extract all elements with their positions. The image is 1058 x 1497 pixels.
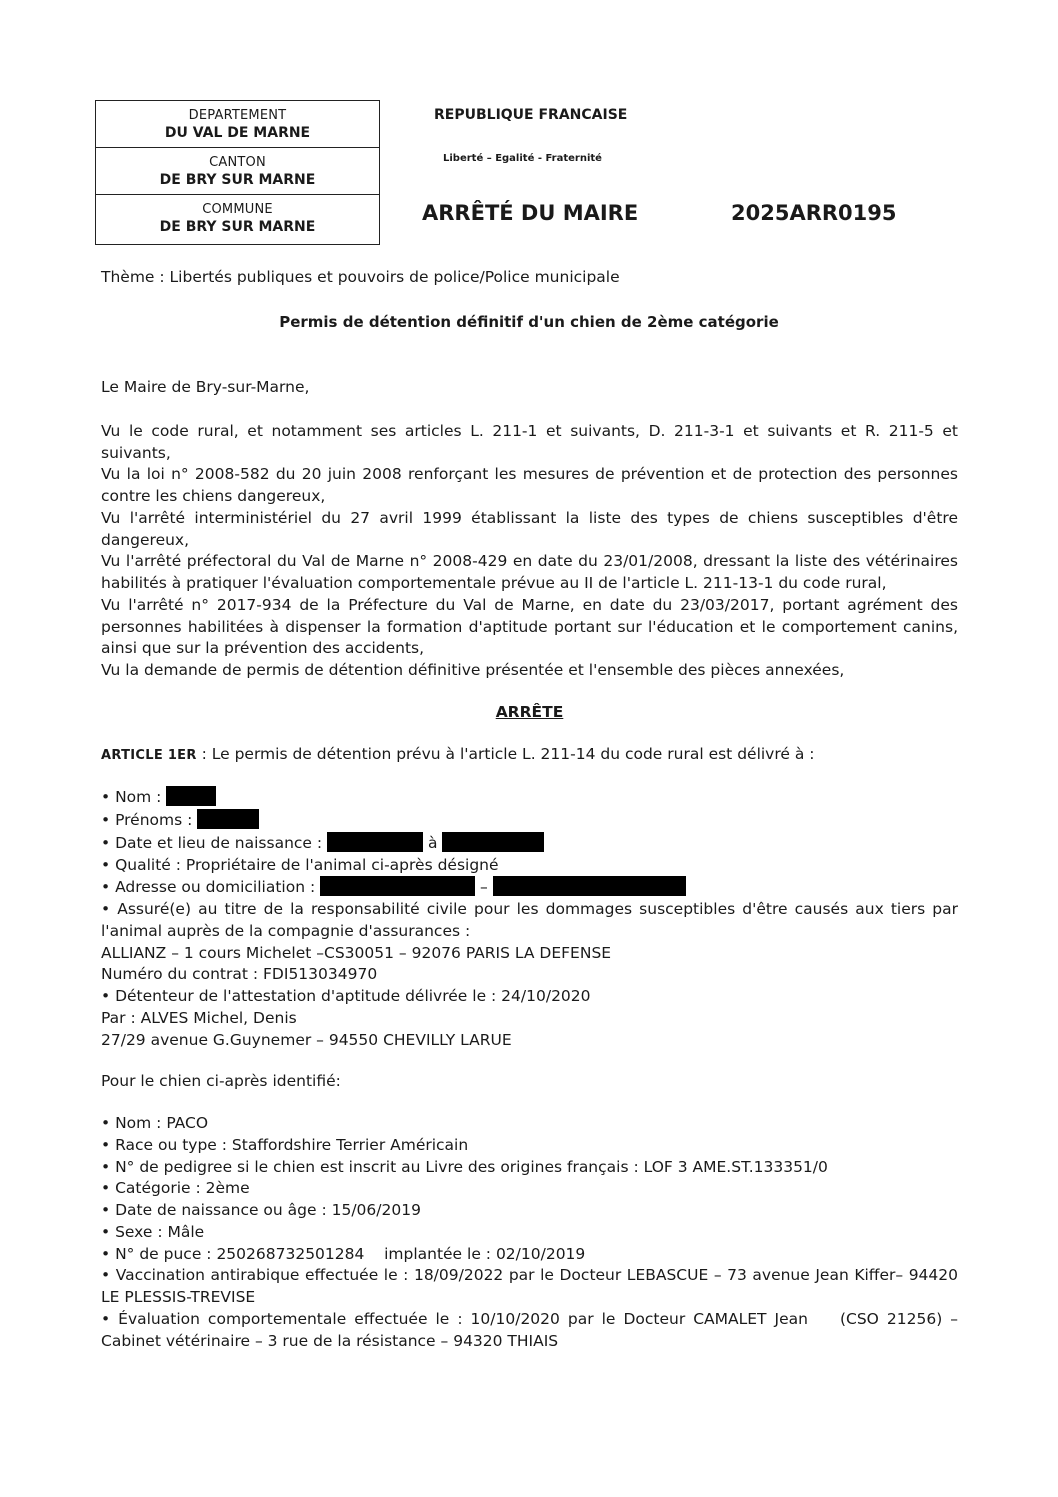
- department-cell: [96, 101, 379, 148]
- dog-name-line: • Nom : PACO: [101, 1114, 209, 1132]
- article-1-text: : Le permis de détention prévu à l'article L. 211-14 du code rural est délivré à :: [196, 744, 815, 763]
- administrative-header-box: [95, 100, 380, 245]
- insurance-line: • Assuré(e) au titre de la responsabilité civile pour les dommages susceptibles d'être causés aux tiers par l'animal auprès de la compagnie d'assurances :: [101, 900, 958, 940]
- dog-evaluation-line: • Évaluation comportementale effectuée le : 10/10/2020 par le Docteur CAMALET Jean (CSO 21256) – Cabinet vétérinaire – 3 rue de la résistance – 94320 THIAIS: [101, 1309, 963, 1350]
- dog-intro: Pour le chien ci-après identifié:: [101, 1072, 341, 1091]
- decree-number: 2025ARR0195: [731, 201, 897, 225]
- redacted-city: [493, 876, 686, 896]
- consideration: Vu l'arrêté n° 2017-934 de la Préfecture du Val de Marne, en date du 23/03/2017, portant agrément des personnes habilitées à dispenser la formation d'aptitude portant sur l'éducation et le comportement canins, ainsi que sur la prévention des accidents,: [101, 595, 958, 658]
- consideration: Vu l'arrêté interministériel du 27 avril 1999 établissant la liste des types de chiens susceptibles d'être dangereux,: [101, 508, 958, 549]
- commune-cell: [96, 195, 379, 242]
- redacted-birth-place: [442, 832, 544, 852]
- holder-name-label: • Nom :: [101, 788, 167, 807]
- dog-birthdate-line: • Date de naissance ou âge : 15/06/2019: [101, 1201, 421, 1219]
- document-subject: Permis de détention définitif d'un chien de 2ème catégorie: [279, 313, 779, 331]
- holder-address-line: [101, 876, 958, 899]
- dog-vaccination-line: • Vaccination antirabique effectuée le : 18/09/2022 par le Docteur LEBASCUE – 73 avenue Jean Kiffer– 94420 LE PLESSIS-TREVISE: [101, 1266, 958, 1306]
- document-body: [101, 377, 963, 1352]
- redacted-firstnames: [197, 809, 259, 829]
- contract-line: Numéro du contrat : FDI513034970: [101, 965, 378, 984]
- decree-title: ARRÊTÉ DU MAIRE: [422, 201, 639, 225]
- canton-cell: [96, 148, 379, 195]
- holder-name-line: [101, 786, 958, 809]
- holder-firstnames-line: [101, 809, 958, 832]
- holder-birth-label: • Date et lieu de naissance :: [101, 833, 328, 852]
- consideration: Vu la loi n° 2008-582 du 20 juin 2008 renforçant les mesures de prévention et de protection des personnes contre les chiens dangereux,: [101, 465, 958, 505]
- theme-line: Thème : Libertés publiques et pouvoirs de police/Police municipale: [101, 268, 620, 286]
- holder-quality-line: • Qualité : Propriétaire de l'animal ci-après désigné: [101, 855, 499, 874]
- consideration: Vu la demande de permis de détention définitive présentée et l'ensemble des pièces annexées,: [101, 661, 845, 679]
- redacted-birth-date: [327, 832, 423, 852]
- aptitude-line: • Détenteur de l'attestation d'aptitude délivrée le : 24/10/2020: [101, 987, 591, 1005]
- insurer-line: ALLIANZ – 1 cours Michelet –CS30051 – 92076 PARIS LA DEFENSE: [101, 943, 612, 962]
- commune-name: DE BRY SUR MARNE: [159, 219, 316, 235]
- trainer-line: Par : ALVES Michel, Denis: [101, 1008, 297, 1027]
- consideration: Vu le code rural, et notamment ses articles L. 211-1 et suivants, D. 211-3-1 et suivants et R. 211-5 et suivants,: [101, 421, 958, 462]
- address-separator: –: [475, 878, 493, 897]
- dog-breed-line: • Race ou type : Staffordshire Terrier Américain: [101, 1135, 469, 1154]
- holder-birth-line: [101, 832, 958, 855]
- article-1: [101, 744, 958, 767]
- holder-address-label: • Adresse ou domiciliation :: [101, 878, 321, 897]
- birth-separator: à: [423, 833, 443, 852]
- republic-heading: REPUBLIQUE FRANCAISE: [434, 107, 628, 123]
- canton-name: DE BRY SUR MARNE: [159, 172, 316, 188]
- republic-motto: Liberté – Egalité - Fraternité: [443, 153, 602, 164]
- article-1-label: ARTICLE 1ER: [101, 747, 197, 763]
- decision-heading: ARRÊTE: [495, 702, 564, 721]
- dog-chip-line: • N° de puce : 250268732501284 implantée le : 02/10/2019: [101, 1244, 586, 1263]
- opening-line: Le Maire de Bry-sur-Marne,: [101, 378, 310, 396]
- department-name: DU VAL DE MARNE: [164, 125, 311, 141]
- commune-label: COMMUNE: [202, 202, 273, 217]
- redacted-address: [320, 876, 475, 896]
- dog-pedigree-line: • N° de pedigree si le chien est inscrit au Livre des origines français : LOF 3 AME.ST.133351/0: [101, 1157, 828, 1176]
- redacted-name: [166, 786, 216, 806]
- holder-firstnames-label: • Prénoms :: [101, 811, 198, 829]
- canton-label: CANTON: [209, 155, 266, 170]
- dog-category-line: • Catégorie : 2ème: [101, 1179, 250, 1198]
- trainer-address-line: 27/29 avenue G.Guynemer – 94550 CHEVILLY LARUE: [101, 1030, 512, 1049]
- dog-sex-line: • Sexe : Mâle: [101, 1222, 205, 1241]
- department-label: DEPARTEMENT: [188, 108, 287, 123]
- consideration: Vu l'arrêté préfectoral du Val de Marne n° 2008-429 en date du 23/01/2008, dressant la liste des vétérinaires habilités à pratiquer l'évaluation comportementale prévue au II de l'article L. 211-13-1 du code rural,: [101, 552, 958, 592]
